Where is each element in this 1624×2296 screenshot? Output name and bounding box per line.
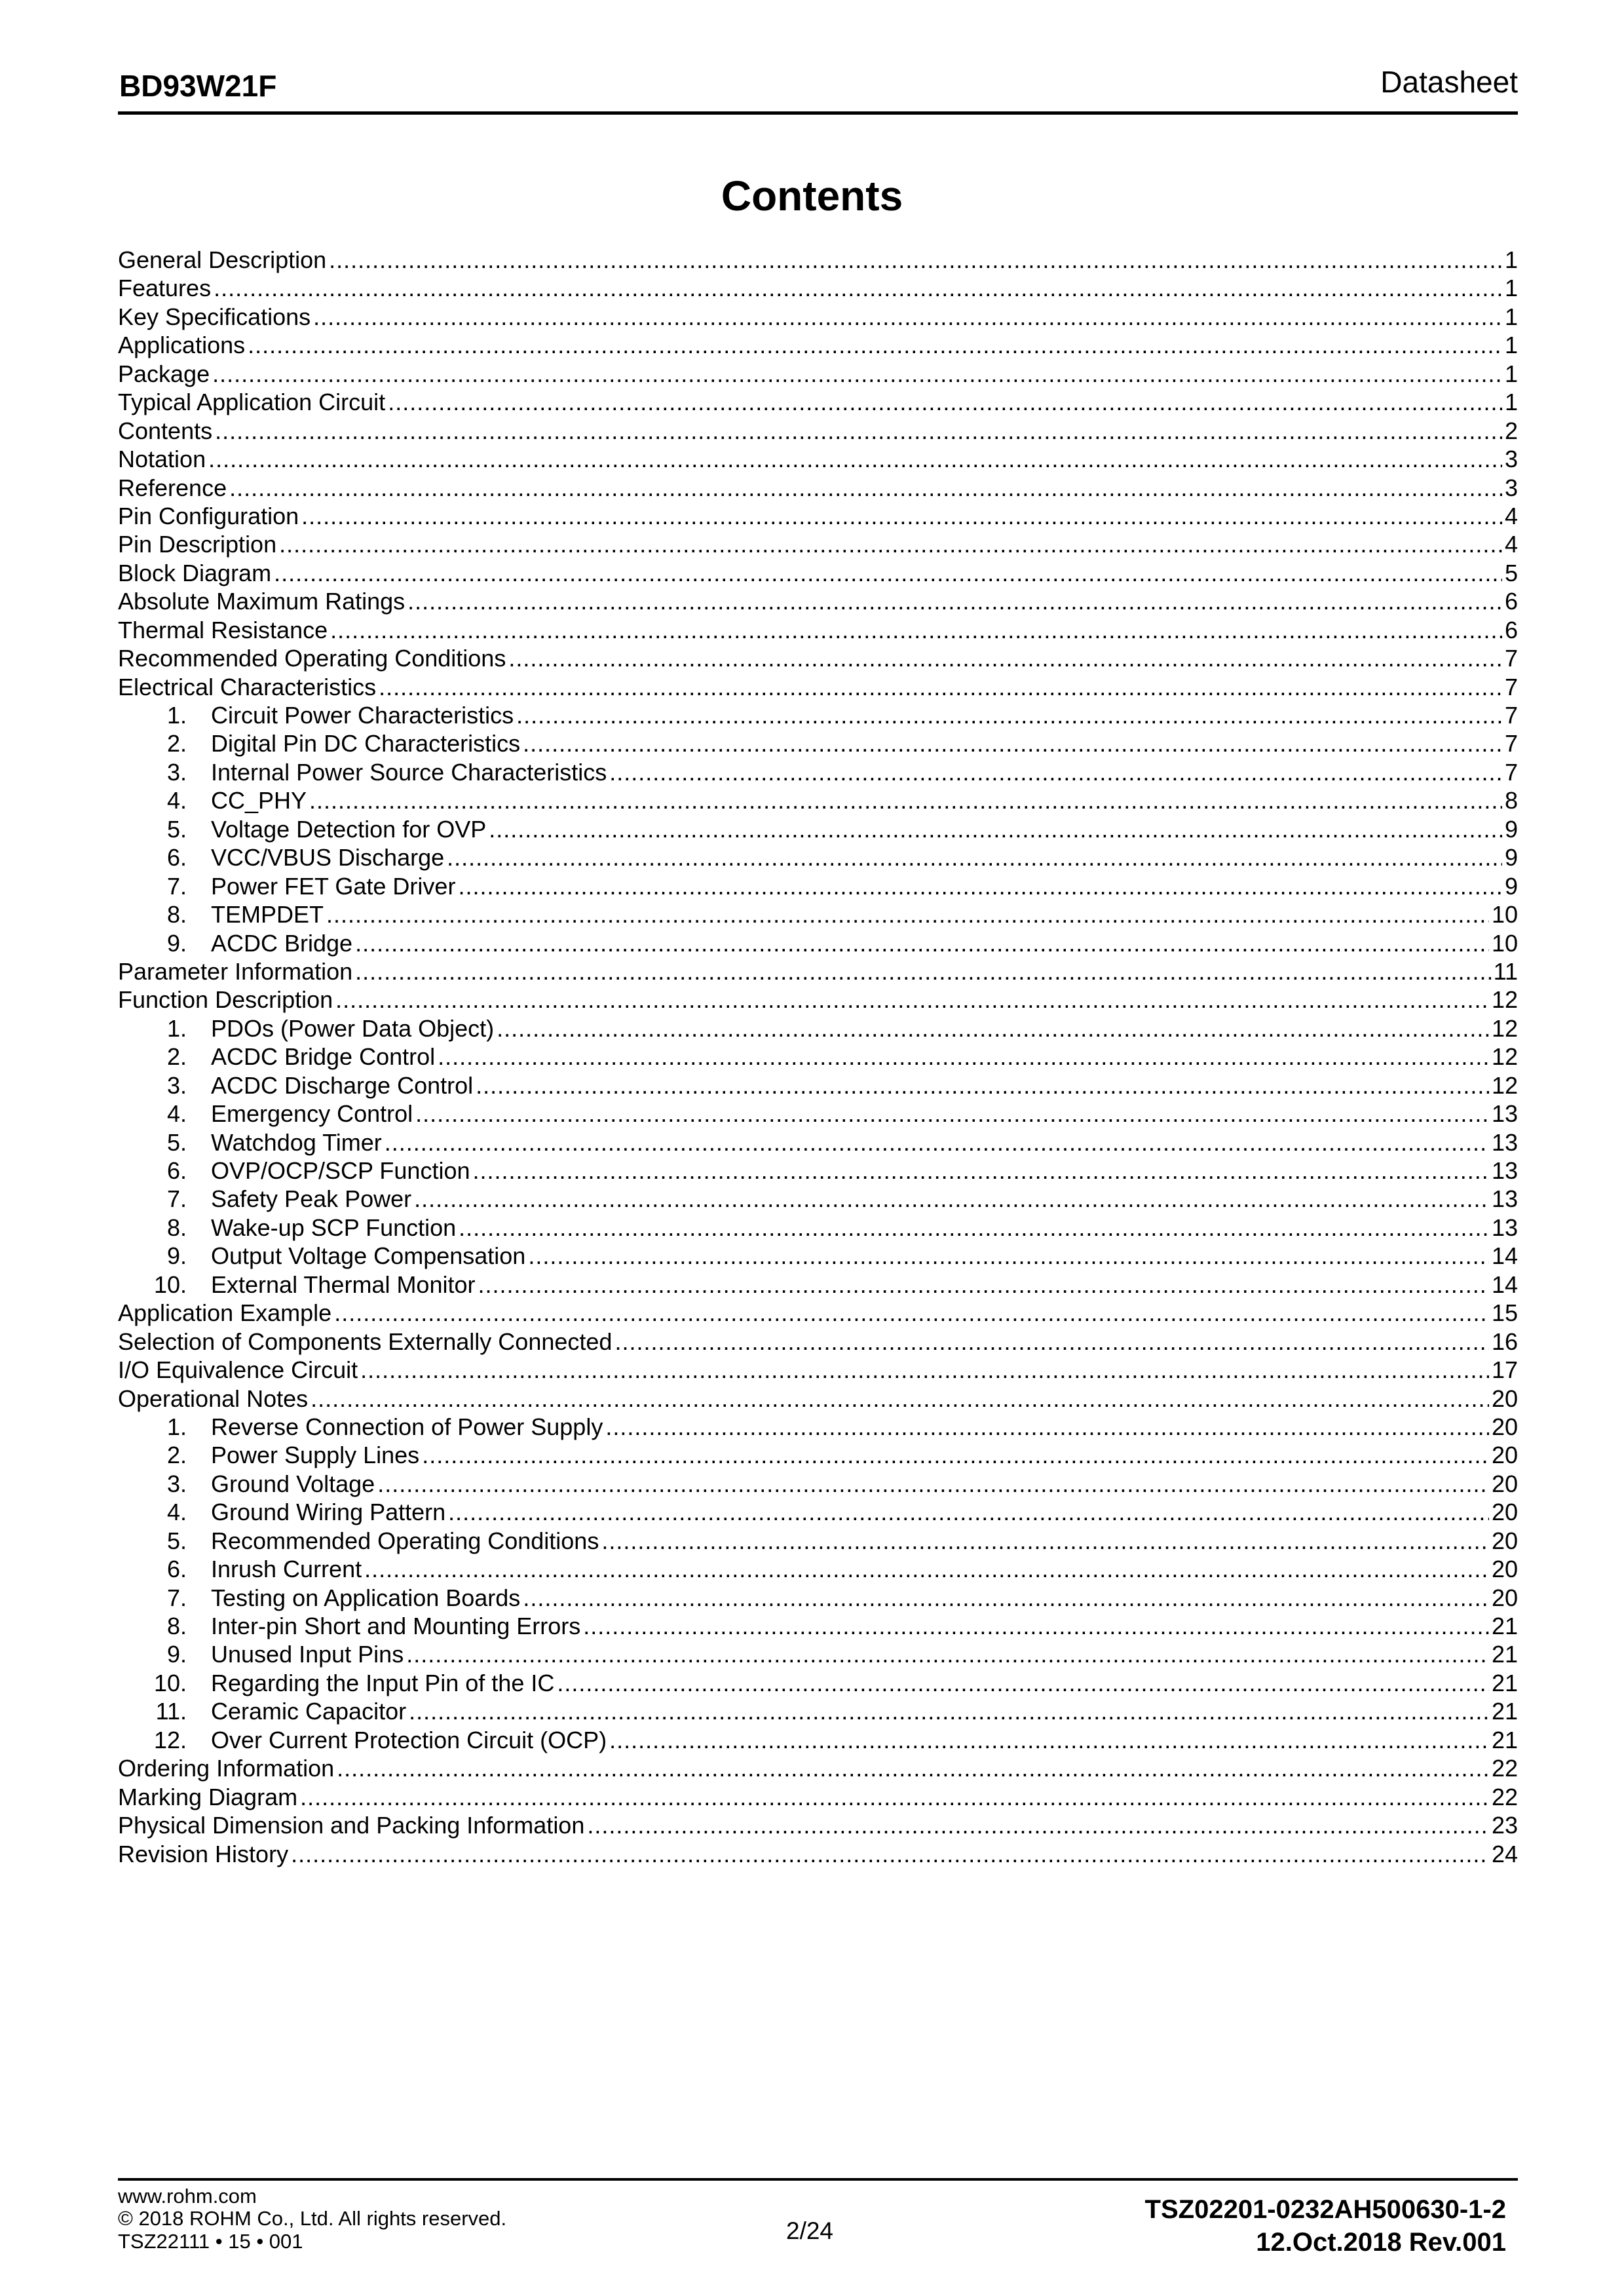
toc-number: 5.	[166, 815, 187, 843]
toc-label: Digital Pin DC Characteristics	[211, 730, 521, 757]
toc-page-number: 21	[1491, 1698, 1518, 1725]
dot-leader	[360, 1356, 1489, 1384]
dot-leader	[337, 1754, 1489, 1782]
toc-label: Regarding the Input Pin of the IC	[211, 1669, 555, 1696]
toc-entry[interactable]	[118, 587, 1518, 615]
toc-label: Thermal Resistance	[118, 616, 328, 643]
dot-leader	[385, 1128, 1489, 1157]
toc-page-number: 10	[1491, 901, 1518, 928]
toc-page-number: 1	[1504, 360, 1518, 387]
toc-page-number: 14	[1491, 1271, 1518, 1298]
toc-label: Internal Power Source Characteristics	[211, 758, 607, 786]
dot-leader	[364, 1555, 1489, 1583]
dot-leader	[377, 1470, 1489, 1498]
dot-leader	[447, 843, 1502, 871]
toc-entry[interactable]	[118, 417, 1518, 445]
toc-subentry[interactable]	[118, 1640, 1518, 1668]
footer-copyright: © 2018 ROHM Co., Ltd. All rights reserved.	[118, 2207, 507, 2230]
dot-leader	[459, 1214, 1489, 1242]
toc-label: Revision History	[118, 1840, 289, 1867]
toc-page-number: 1	[1504, 246, 1518, 273]
toc-number: 5.	[166, 1527, 187, 1554]
toc-number: 7.	[166, 1185, 187, 1213]
toc-page-number: 7	[1504, 758, 1518, 786]
dot-leader	[279, 530, 1502, 558]
dot-leader	[334, 1299, 1489, 1327]
toc-number: 8.	[166, 1214, 187, 1241]
toc-subentry[interactable]	[118, 1612, 1518, 1640]
toc-subentry[interactable]	[118, 1470, 1518, 1498]
toc-page-number: 7	[1504, 702, 1518, 729]
toc-label: Recommended Operating Conditions	[211, 1527, 599, 1554]
toc-label: TEMPDET	[211, 901, 324, 928]
toc-subentry[interactable]	[118, 815, 1518, 843]
toc-page-number: 6	[1504, 616, 1518, 643]
toc-number: 3.	[166, 1071, 187, 1099]
toc-subentry[interactable]	[118, 1584, 1518, 1612]
dot-leader	[601, 1527, 1489, 1555]
header-divider	[118, 111, 1518, 115]
toc-label: Features	[118, 275, 212, 302]
dot-leader	[489, 815, 1502, 843]
toc-label: Safety Peak Power	[211, 1185, 412, 1213]
dot-leader	[301, 502, 1502, 530]
toc-label: Power Supply Lines	[211, 1442, 420, 1469]
toc-page-number: 3	[1504, 446, 1518, 473]
dot-leader	[614, 1328, 1489, 1356]
toc-page-number: 14	[1491, 1242, 1518, 1270]
toc-subentry[interactable]	[118, 1157, 1518, 1185]
toc-page-number: 24	[1491, 1840, 1518, 1867]
toc-label: Absolute Maximum Ratings	[118, 588, 406, 615]
toc-entry[interactable]	[118, 1754, 1518, 1782]
toc-number: 10.	[153, 1271, 187, 1298]
dot-leader	[516, 701, 1502, 729]
toc-subentry[interactable]	[118, 1128, 1518, 1157]
toc-entry[interactable]	[118, 1783, 1518, 1811]
toc-label: Ground Wiring Pattern	[211, 1499, 446, 1526]
toc-entry[interactable]	[118, 1299, 1518, 1327]
dot-leader	[406, 1640, 1489, 1668]
document-type: Datasheet	[1380, 65, 1518, 99]
dot-leader	[458, 872, 1502, 900]
toc-label: Package	[118, 360, 210, 387]
toc-page-number: 21	[1491, 1726, 1518, 1753]
toc-entry[interactable]	[118, 1385, 1518, 1413]
toc-label: Inrush Current	[211, 1556, 362, 1583]
toc-number: 4.	[166, 1499, 187, 1526]
toc-entry[interactable]	[118, 331, 1518, 359]
document-number: TSZ02201-0232AH500630-1-2	[1144, 2195, 1506, 2224]
toc-label: I/O Equivalence Circuit	[118, 1356, 358, 1384]
toc-subentry[interactable]	[118, 1498, 1518, 1526]
toc-entry[interactable]	[118, 985, 1518, 1014]
toc-label: Reverse Connection of Power Supply	[211, 1413, 603, 1440]
toc-page-number: 7	[1504, 673, 1518, 700]
dot-leader	[473, 1157, 1489, 1185]
toc-label: Operational Notes	[118, 1385, 309, 1412]
toc-label: Block Diagram	[118, 559, 272, 586]
toc-label: Testing on Application Boards	[211, 1584, 521, 1611]
toc-number: 6.	[166, 844, 187, 871]
toc-subentry[interactable]	[118, 1413, 1518, 1441]
toc-number: 12.	[153, 1726, 187, 1753]
toc-label: Output Voltage Compensation	[211, 1242, 526, 1270]
footer-website[interactable]: www.rohm.com	[118, 2185, 257, 2208]
dot-leader	[326, 900, 1489, 928]
toc-page-number: 13	[1491, 1100, 1518, 1128]
toc-page-number: 13	[1491, 1157, 1518, 1184]
toc-entry[interactable]	[118, 502, 1518, 530]
toc-number: 2.	[166, 730, 187, 757]
toc-label: Applications	[118, 332, 246, 359]
toc-subentry[interactable]	[118, 1726, 1518, 1754]
toc-number: 1.	[166, 1413, 187, 1440]
toc-entry[interactable]	[118, 303, 1518, 331]
dot-leader	[478, 1271, 1489, 1299]
toc-label: Voltage Detection for OVP	[211, 815, 487, 843]
dot-leader	[300, 1783, 1489, 1811]
dot-leader	[448, 1498, 1489, 1526]
toc-label: Application Example	[118, 1299, 332, 1327]
toc-entry[interactable]	[118, 530, 1518, 558]
dot-leader	[587, 1811, 1489, 1839]
toc-number: 4.	[166, 787, 187, 814]
toc-entry[interactable]	[118, 1840, 1518, 1868]
toc-page-number: 1	[1504, 275, 1518, 302]
page-title: Contents	[721, 172, 903, 220]
toc-page-number: 13	[1491, 1214, 1518, 1241]
toc-page-number: 9	[1504, 815, 1518, 843]
dot-leader	[438, 1043, 1489, 1071]
toc-page-number: 8	[1504, 787, 1518, 814]
toc-number: 3.	[166, 758, 187, 786]
toc-page-number: 20	[1491, 1413, 1518, 1440]
toc-label: Reference	[118, 474, 227, 501]
dot-leader	[309, 786, 1502, 814]
dot-leader	[528, 1242, 1489, 1270]
dot-leader	[583, 1612, 1489, 1640]
toc-page-number: 20	[1491, 1499, 1518, 1526]
toc-number: 6.	[166, 1157, 187, 1184]
toc-number: 10.	[153, 1669, 187, 1696]
dot-leader	[311, 1385, 1489, 1413]
toc-number: 9.	[166, 1242, 187, 1270]
toc-label: ACDC Discharge Control	[211, 1071, 474, 1099]
toc-label: CC_PHY	[211, 787, 307, 814]
toc-number: 2.	[166, 1043, 187, 1071]
toc-page-number: 1	[1504, 303, 1518, 330]
toc-page-number: 5	[1504, 559, 1518, 586]
toc-page-number: 13	[1491, 1128, 1518, 1156]
toc-page-number: 7	[1504, 645, 1518, 672]
toc-label: Typical Application Circuit	[118, 389, 386, 416]
toc-page-number: 16	[1491, 1328, 1518, 1355]
toc-label: External Thermal Monitor	[211, 1271, 476, 1298]
toc-page-number: 12	[1491, 1014, 1518, 1042]
toc-entry[interactable]	[118, 360, 1518, 388]
toc-page-number: 20	[1491, 1527, 1518, 1554]
toc-page-number: 11	[1493, 957, 1518, 985]
toc-label: Inter-pin Short and Mounting Errors	[211, 1613, 581, 1639]
table-of-contents	[118, 246, 1518, 1868]
page-number: 2/24	[786, 2217, 834, 2244]
toc-label: PDOs (Power Data Object)	[211, 1014, 495, 1042]
toc-subentry[interactable]	[118, 1441, 1518, 1469]
dot-leader	[313, 303, 1502, 331]
toc-subentry[interactable]	[118, 1527, 1518, 1555]
toc-page-number: 22	[1491, 1783, 1518, 1810]
toc-subentry[interactable]	[118, 929, 1518, 957]
dot-leader	[508, 644, 1502, 672]
dot-leader	[291, 1840, 1489, 1868]
toc-number: 7.	[166, 1584, 187, 1611]
toc-number: 8.	[166, 901, 187, 928]
toc-label: Contents	[118, 417, 213, 444]
toc-label: Watchdog Timer	[211, 1128, 382, 1156]
toc-subentry[interactable]	[118, 900, 1518, 928]
toc-entry[interactable]	[118, 1811, 1518, 1839]
toc-page-number: 20	[1491, 1584, 1518, 1611]
dot-leader	[476, 1071, 1489, 1100]
toc-label: Ground Voltage	[211, 1470, 375, 1497]
toc-subentry[interactable]	[118, 1697, 1518, 1725]
toc-page-number: 2	[1504, 417, 1518, 444]
toc-entry[interactable]	[118, 673, 1518, 701]
dot-leader	[407, 587, 1502, 615]
toc-page-number: 17	[1491, 1356, 1518, 1384]
toc-page-number: 3	[1504, 474, 1518, 501]
toc-label: Notation	[118, 446, 206, 473]
toc-subentry[interactable]	[118, 1100, 1518, 1128]
dot-leader	[215, 417, 1502, 445]
toc-label: Ordering Information	[118, 1755, 335, 1782]
footer-divider	[118, 2178, 1518, 2181]
toc-number: 8.	[166, 1613, 187, 1639]
toc-number: 3.	[166, 1470, 187, 1497]
toc-page-number: 21	[1491, 1669, 1518, 1696]
toc-page-number: 23	[1491, 1812, 1518, 1839]
toc-entry[interactable]	[118, 644, 1518, 672]
toc-subentry[interactable]	[118, 758, 1518, 786]
dot-leader	[212, 360, 1502, 388]
toc-label: Wake-up SCP Function	[211, 1214, 457, 1241]
dot-leader	[379, 673, 1502, 701]
toc-label: Pin Configuration	[118, 502, 299, 529]
dot-leader	[229, 474, 1502, 502]
toc-number: 2.	[166, 1442, 187, 1469]
toc-page-number: 12	[1491, 1071, 1518, 1099]
toc-entry[interactable]	[118, 388, 1518, 416]
date-revision: 12.Oct.2018 Rev.001	[1256, 2228, 1506, 2257]
toc-label: OVP/OCP/SCP Function	[211, 1157, 470, 1184]
toc-label: VCC/VBUS Discharge	[211, 844, 445, 871]
toc-entry[interactable]	[118, 246, 1518, 274]
toc-label: Ceramic Capacitor	[211, 1698, 407, 1725]
toc-label: Power FET Gate Driver	[211, 872, 456, 900]
toc-label: Emergency Control	[211, 1100, 413, 1128]
dot-leader	[388, 388, 1502, 416]
toc-entry[interactable]	[118, 474, 1518, 502]
dot-leader	[605, 1413, 1489, 1441]
toc-subentry[interactable]	[118, 1271, 1518, 1299]
toc-label: Unused Input Pins	[211, 1641, 404, 1668]
dot-leader	[523, 729, 1502, 757]
toc-label: Function Description	[118, 986, 333, 1014]
toc-label: Electrical Characteristics	[118, 673, 377, 700]
toc-label: ACDC Bridge	[211, 929, 353, 957]
toc-page-number: 20	[1491, 1556, 1518, 1583]
toc-page-number: 20	[1491, 1385, 1518, 1412]
dot-leader	[335, 985, 1489, 1014]
toc-number: 1.	[166, 702, 187, 729]
toc-label: ACDC Bridge Control	[211, 1043, 436, 1071]
toc-label: Over Current Protection Circuit (OCP)	[211, 1726, 607, 1753]
toc-page-number: 9	[1504, 844, 1518, 871]
toc-page-number: 20	[1491, 1470, 1518, 1497]
toc-page-number: 12	[1491, 1043, 1518, 1071]
toc-label: Physical Dimension and Packing Information	[118, 1812, 585, 1839]
toc-entry[interactable]	[118, 559, 1518, 587]
toc-entry[interactable]	[118, 274, 1518, 302]
toc-number: 6.	[166, 1556, 187, 1583]
dot-leader	[355, 957, 1490, 985]
toc-page-number: 1	[1504, 389, 1518, 416]
dot-leader	[415, 1100, 1489, 1128]
toc-number: 4.	[166, 1100, 187, 1128]
toc-entry[interactable]	[118, 616, 1518, 644]
toc-subentry[interactable]	[118, 1214, 1518, 1242]
toc-number: 11.	[155, 1698, 187, 1725]
toc-subentry[interactable]	[118, 843, 1518, 871]
toc-subentry[interactable]	[118, 1669, 1518, 1697]
toc-subentry[interactable]	[118, 1014, 1518, 1043]
footer-form-code: TSZ22111 • 15 • 001	[118, 2230, 303, 2253]
toc-label: General Description	[118, 246, 327, 273]
toc-number: 5.	[166, 1128, 187, 1156]
dot-leader	[497, 1014, 1489, 1043]
toc-page-number: 13	[1491, 1185, 1518, 1213]
dot-leader	[414, 1185, 1489, 1213]
toc-label: Parameter Information	[118, 957, 353, 985]
toc-label: Marking Diagram	[118, 1783, 298, 1810]
toc-page-number: 12	[1491, 986, 1518, 1014]
toc-subentry[interactable]	[118, 872, 1518, 900]
toc-page-number: 15	[1491, 1299, 1518, 1327]
toc-entry[interactable]	[118, 445, 1518, 473]
toc-subentry[interactable]	[118, 729, 1518, 757]
toc-subentry[interactable]	[118, 786, 1518, 814]
toc-page-number: 10	[1491, 929, 1518, 957]
toc-label: Circuit Power Characteristics	[211, 702, 514, 729]
dot-leader	[248, 331, 1502, 359]
toc-label: Key Specifications	[118, 303, 311, 330]
dot-leader	[409, 1697, 1489, 1725]
part-number: BD93W21F	[119, 69, 277, 103]
dot-leader	[274, 559, 1502, 587]
toc-page-number: 20	[1491, 1442, 1518, 1469]
toc-page-number: 21	[1491, 1641, 1518, 1668]
toc-subentry[interactable]	[118, 1242, 1518, 1270]
toc-number: 7.	[166, 872, 187, 900]
toc-page-number: 7	[1504, 730, 1518, 757]
toc-subentry[interactable]	[118, 1555, 1518, 1583]
dot-leader	[609, 1726, 1489, 1754]
toc-subentry[interactable]	[118, 1071, 1518, 1100]
toc-page-number: 21	[1491, 1613, 1518, 1639]
toc-page-number: 6	[1504, 588, 1518, 615]
dot-leader	[422, 1441, 1489, 1469]
toc-number: 9.	[166, 929, 187, 957]
dot-leader	[330, 616, 1502, 644]
toc-entry[interactable]	[118, 1328, 1518, 1356]
toc-page-number: 4	[1504, 531, 1518, 558]
dot-leader	[609, 758, 1502, 786]
dot-leader	[208, 445, 1502, 473]
dot-leader	[355, 929, 1489, 957]
toc-label: Recommended Operating Conditions	[118, 645, 506, 672]
toc-entry[interactable]	[118, 957, 1518, 985]
toc-label: Pin Description	[118, 531, 277, 558]
toc-subentry[interactable]	[118, 701, 1518, 729]
dot-leader	[557, 1669, 1489, 1697]
dot-leader	[214, 274, 1502, 302]
toc-page-number: 22	[1491, 1755, 1518, 1782]
toc-label: Selection of Components Externally Connected	[118, 1328, 613, 1355]
toc-page-number: 9	[1504, 872, 1518, 900]
toc-number: 9.	[166, 1641, 187, 1668]
toc-page-number: 4	[1504, 502, 1518, 529]
dot-leader	[523, 1584, 1489, 1612]
toc-number: 1.	[166, 1014, 187, 1042]
dot-leader	[329, 246, 1502, 274]
toc-page-number: 1	[1504, 332, 1518, 359]
toc-subentry[interactable]	[118, 1043, 1518, 1071]
toc-entry[interactable]	[118, 1356, 1518, 1384]
toc-subentry[interactable]	[118, 1185, 1518, 1213]
